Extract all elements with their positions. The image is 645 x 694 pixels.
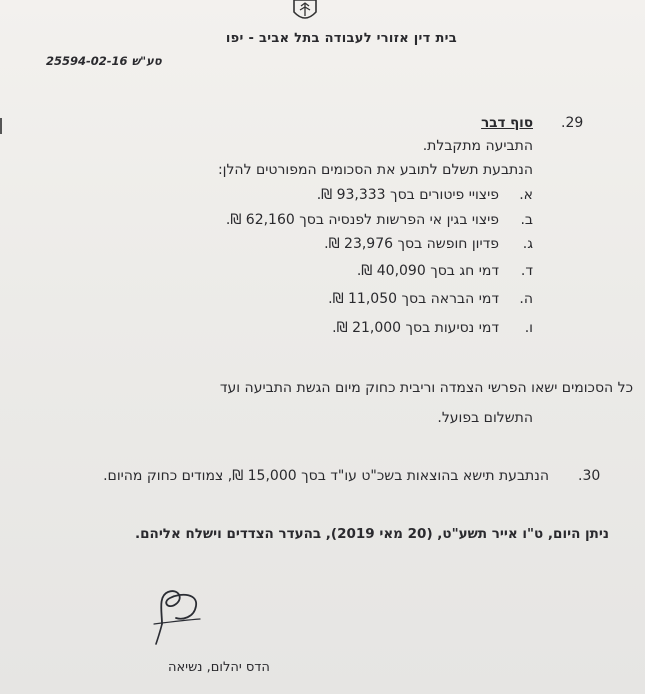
list-item: דמי הבראה בסך 11,050 ₪. xyxy=(328,291,499,307)
section-30-text: הנתבעת תישא בהוצאות בשכ"ט עו"ד בסך 15,000 ₪, צמודים כחוק מהיום. xyxy=(103,468,549,484)
case-number: סע"ש 25594-02-16 xyxy=(46,54,162,68)
list-item: דמי נסיעות בסך 21,000 ₪. xyxy=(332,320,499,336)
signer-name: הדס יהלום, נשיאה xyxy=(168,660,270,675)
list-item: פיצוי בגין אי הפרשות לפנסיה בסך 62,160 ₪. xyxy=(225,212,499,228)
item-marker: ג. xyxy=(522,236,533,252)
handwritten-signature xyxy=(140,584,210,646)
section-30-number: .30 xyxy=(578,468,601,484)
state-emblem-icon xyxy=(290,0,320,24)
page-edge-mark xyxy=(0,118,2,134)
item-marker: א. xyxy=(519,187,533,203)
section-29-line-1: התביעה מתקבלת. xyxy=(422,138,533,154)
list-item: דמי חג בסך 40,090 ₪. xyxy=(356,263,499,279)
item-marker: ד. xyxy=(520,263,533,279)
interest-line-2: התשלום בפועל. xyxy=(437,410,533,426)
section-29-title: סוף דבר xyxy=(481,115,533,131)
item-marker: ב. xyxy=(520,212,533,228)
court-name: בית דין אזורי לעבודה בתל אביב - יפו xyxy=(225,31,457,46)
list-item: פיצויי פיטורים בסך 93,333 ₪. xyxy=(316,187,499,203)
item-marker: ו. xyxy=(524,320,533,336)
list-item: פדיון חופשה בסך 23,976 ₪. xyxy=(324,236,499,252)
item-marker: ה. xyxy=(519,291,533,307)
section-29-line-2: הנתבעת תשלם לתובע את הסכומים המפורטים להלן: xyxy=(217,162,533,178)
interest-line-1: כל הסכומים ישאו הפרשי הצמדה וריבית כחוק מיום הגשת התביעה ועד xyxy=(219,380,633,396)
closing-statement: ניתן היום, ט"ו אייר תשע"ט, (20 מאי 2019), בהעדר הצדדים וישלח אליהם. xyxy=(135,526,609,542)
section-29-number: .29 xyxy=(561,115,584,131)
